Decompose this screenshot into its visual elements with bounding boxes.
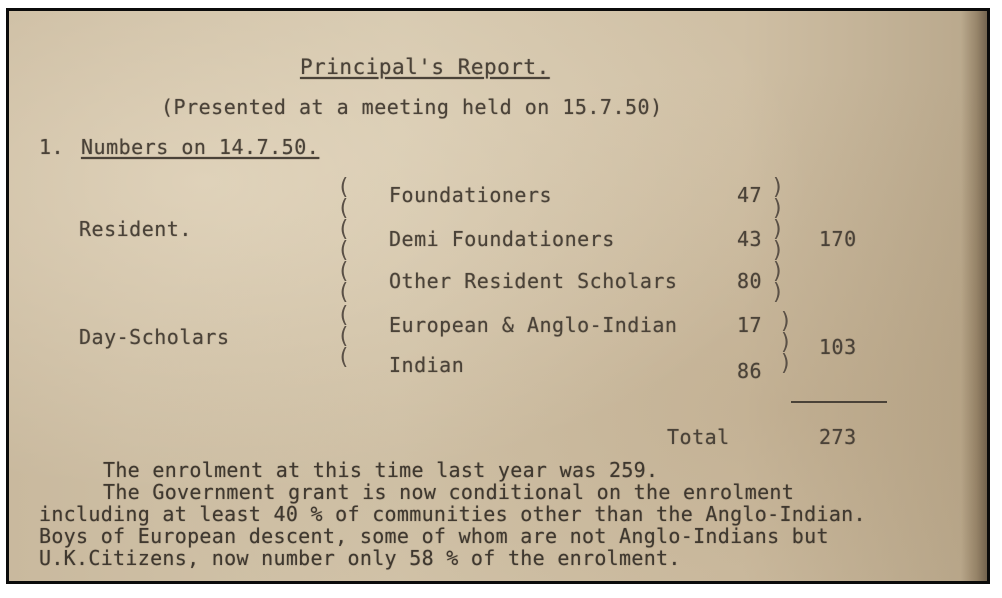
day-scholars-subtotal: 103 <box>819 335 857 359</box>
total-label: Total <box>667 425 730 449</box>
paragraph-line: including at least 40 % of communities other than the Anglo-Indian. <box>39 502 866 526</box>
day-scholars-right-brace: ) ) ) <box>779 309 793 376</box>
resident-label: Resident. <box>79 217 192 241</box>
day-scholars-row-name: Indian <box>389 353 465 377</box>
resident-row-name: Demi Foundationers <box>389 227 615 251</box>
paragraph-line: The Government grant is now conditional on the enrolment <box>103 480 795 504</box>
day-scholars-row-count: 86 <box>737 359 763 383</box>
page-edge-shadow <box>961 11 987 581</box>
resident-row-name: Other Resident Scholars <box>389 269 678 293</box>
total-rule <box>791 401 887 403</box>
resident-subtotal: 170 <box>819 227 857 251</box>
day-scholars-row-count: 17 <box>737 313 763 337</box>
resident-row-count: 80 <box>737 269 763 293</box>
day-scholars-label: Day-Scholars <box>79 325 230 349</box>
total-value: 273 <box>819 425 857 449</box>
day-scholars-row-name: European & Anglo-Indian <box>389 313 678 337</box>
section-heading: Numbers on 14.7.50. <box>81 135 320 159</box>
resident-row-count: 47 <box>737 183 763 207</box>
paragraph-line: The enrolment at this time last year was 259. <box>103 458 659 482</box>
resident-row-name: Foundationers <box>389 183 553 207</box>
day-scholars-left-brace: ( ( ( <box>337 303 351 370</box>
scanned-page <box>6 8 990 584</box>
resident-left-brace: ( ( ( ( ( ( <box>337 175 351 305</box>
report-title: Principal's Report. <box>300 55 550 79</box>
paragraph-line: U.K.Citizens, now number only 58 % of the enrolment. <box>39 546 681 570</box>
section-number: 1. <box>39 135 65 159</box>
resident-right-brace: ) ) ) ) ) ) <box>771 175 785 305</box>
report-subtitle: (Presented at a meeting held on 15.7.50) <box>161 95 663 119</box>
paragraph-line: Boys of European descent, some of whom are not Anglo-Indians but <box>39 524 829 548</box>
resident-row-count: 43 <box>737 227 763 251</box>
enrolment-paragraph <box>39 459 939 569</box>
